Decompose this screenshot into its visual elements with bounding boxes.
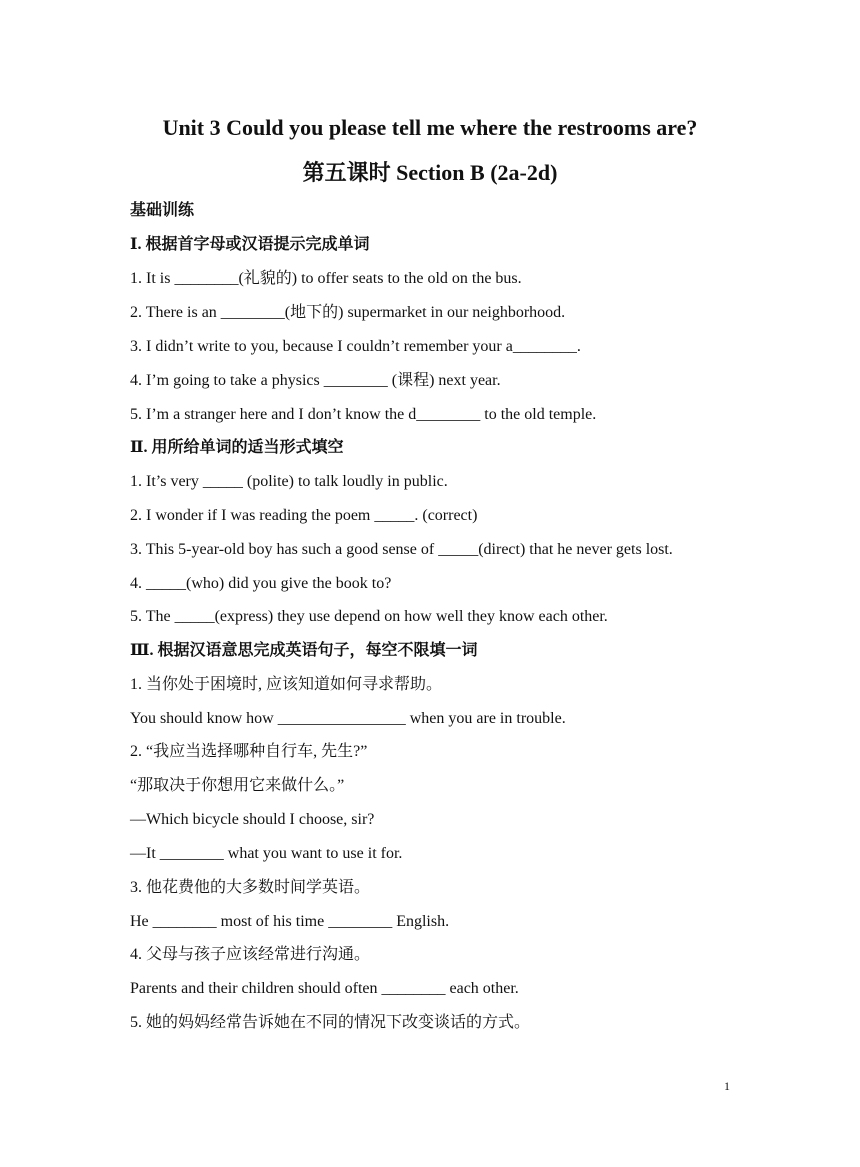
part2-item: 4. _____(who) did you give the book to?: [130, 575, 392, 592]
part2-item: 1. It’s very _____ (polite) to talk loudly in public.: [130, 473, 448, 490]
part3-line: You should know how ________________ when you are in trouble.: [130, 710, 566, 727]
part3-heading: Ⅲ. 根据汉语意思完成英语句子，每空不限填一词: [130, 642, 478, 659]
part3-line: —Which bicycle should I choose, sir?: [130, 811, 375, 828]
part3-line: He ________ most of his time ________ English.: [130, 913, 450, 930]
page-number: 1: [724, 1079, 730, 1093]
part3-line: Parents and their children should often ________ each other.: [130, 980, 519, 997]
page-title: Unit 3 Could you please tell me where the restrooms are?: [162, 115, 698, 140]
part1-item: 1. It is ________(礼貌的) to offer seats to the old on the bus.: [130, 270, 522, 287]
page-subtitle: 第五课时 Section B (2a-2d): [302, 160, 558, 185]
part2-item: 5. The _____(express) they use depend on how well they know each other.: [130, 608, 608, 625]
part1-heading: Ⅰ. 根据首字母或汉语提示完成单词: [130, 236, 370, 253]
part3-line: 1. 当你处于困境时, 应该知道如何寻求帮助。: [130, 676, 443, 693]
section-label: 基础训练: [130, 202, 195, 219]
part3-line: “那取决于你想用它来做什么。”: [130, 777, 345, 794]
part2-item: 2. I wonder if I was reading the poem _____. (correct): [130, 507, 478, 524]
part3-line: 5. 她的妈妈经常告诉她在不同的情况下改变谈话的方式。: [130, 1014, 531, 1031]
part2-heading: Ⅱ. 用所给单词的适当形式填空: [130, 439, 344, 456]
part3-line: —It ________ what you want to use it for.: [130, 845, 403, 862]
part1-item: 5. I’m a stranger here and I don’t know the d________ to the old temple.: [130, 406, 597, 423]
part2-item: 3. This 5-year-old boy has such a good sense of _____(direct) that he never gets lost.: [130, 541, 673, 558]
part3-line: 2. “我应当选择哪种自行车, 先生?”: [130, 743, 368, 760]
part3-line: 3. 他花费他的大多数时间学英语。: [130, 879, 371, 896]
part1-item: 2. There is an ________(地下的) supermarket in our neighborhood.: [130, 304, 566, 321]
part1-item: 4. I’m going to take a physics ________ (课程) next year.: [130, 372, 501, 389]
part1-item: 3. I didn’t write to you, because I couldn’t remember your a________.: [130, 338, 581, 355]
part3-line: 4. 父母与孩子应该经常进行沟通。: [130, 946, 371, 963]
